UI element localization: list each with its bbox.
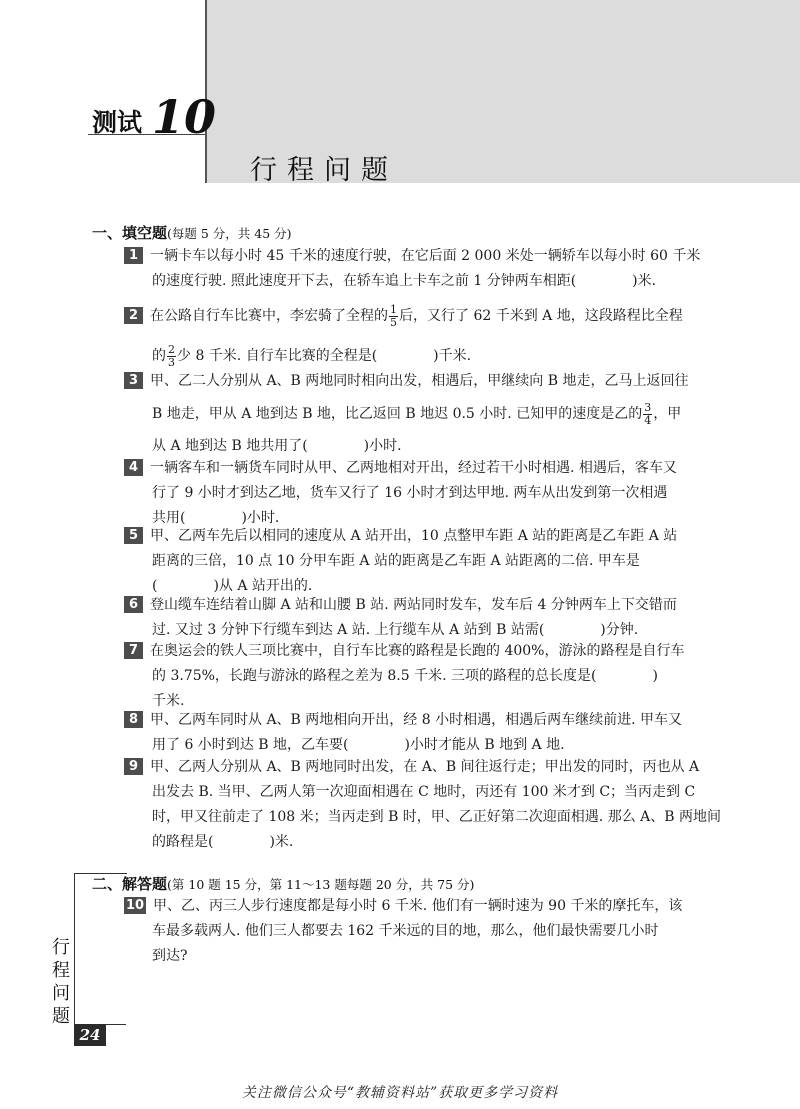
question-text: ( )从 A 站开出的. — [152, 578, 313, 594]
test-number: 10 — [152, 90, 217, 144]
question-text: 在公路自行车比赛中，李宏骑了全程的 — [150, 308, 388, 324]
question-text: 一辆卡车以每小时 45 千米的速度行驶，在它后面 2 000 米处一辆轿车以每小时 60 千米 — [150, 248, 701, 264]
question-text: 一辆客车和一辆货车同时从甲、乙两地相对开出，经过若干小时相遇. 相遇后，客车又 — [150, 460, 677, 476]
question-text: 过. 又过 3 分钟下行缆车到达 A 站. 上行缆车从 A 站到 B 站需( )分钟. — [152, 622, 639, 638]
question-4 — [124, 456, 714, 531]
question-text: 的速度行驶. 照此速度开下去，在轿车追上卡车之前 1 分钟两车相距( )米. — [152, 273, 657, 289]
footer-note: 关注微信公众号“教辅资料站”获取更多学习资料 — [241, 1085, 559, 1101]
question-text: 到达? — [152, 948, 188, 964]
section2-heading — [92, 873, 474, 894]
section1-title: 一、填空题 — [92, 224, 168, 242]
question-number: 1 — [124, 247, 143, 264]
question-text: 甲、乙两车先后以相同的速度从 A 站开出，10 点整甲车距 A 站的距离是乙车距 A 站 — [150, 528, 678, 544]
fraction: $\frac{2}{3}$ — [168, 342, 175, 369]
question-6 — [124, 593, 714, 643]
question-text: 的 3.75%，长跑与游泳的路程之差为 8.5 千米. 三项的路程的总长度是( ) — [152, 668, 658, 684]
test-label: 测试 — [92, 108, 143, 137]
question-number: 8 — [124, 711, 143, 728]
question-text: 千米. — [152, 693, 185, 709]
question-5 — [124, 524, 714, 599]
question-text: 甲、乙两人分别从 A、B 两地同时出发，在 A、B 间往返行走；甲出发的同时，丙也从 A — [150, 759, 700, 775]
question-text: 从 A 地到达 B 地共用了( )小时. — [152, 438, 402, 454]
fraction: $\frac{1}{5}$ — [390, 302, 397, 329]
question-text: 时，甲又往前走了 108 米；当丙走到 B 时，甲、乙正好第二次迎面相遇. 那么 A、B 两地间 — [152, 809, 722, 825]
fraction: $\frac{3}{4}$ — [644, 400, 652, 427]
question-2 — [124, 296, 714, 376]
question-text: 甲、乙二人分别从 A、B 两地同时相向出发，相遇后，甲继续向 B 地走，乙马上返回往 — [150, 373, 689, 389]
question-text: 出发去 B. 当甲、乙两人第一次迎面相遇在 C 地时，丙还有 100 米才到 C；当丙走到 C — [152, 784, 696, 800]
question-text: ，甲 — [653, 406, 682, 422]
question-text: 登山缆车连结着山脚 A 站和山腰 B 站. 两站同时发车，发车后 4 分钟两车上下交错而 — [150, 597, 677, 613]
question-text: 距离的三倍，10 点 10 分甲车距 A 站的距离是乙车距 A 站距离的二倍. 甲车是 — [152, 553, 640, 569]
side-tab-frame — [74, 873, 127, 1024]
question-3 — [124, 369, 714, 459]
question-text: 后，又行了 62 千米到 A 地，这段路程比全程 — [399, 308, 683, 324]
side-chapter-title: 行程问题 — [52, 937, 70, 1027]
question-number: 9 — [124, 758, 143, 775]
question-text: 的 — [152, 348, 166, 364]
chapter-title: 行程问题 — [250, 155, 398, 186]
question-text: 车最多载两人. 他们三人都要去 162 千米远的目的地，那么，他们最快需要几小时 — [152, 923, 659, 939]
section1-heading — [92, 222, 292, 243]
question-number: 2 — [124, 307, 143, 324]
question-1 — [124, 244, 714, 294]
question-7 — [124, 639, 714, 714]
question-text: 在奥运会的铁人三项比赛中，自行车比赛的路程是长跑的 400%，游泳的路程是自行车 — [150, 643, 685, 659]
page-number: 24 — [74, 1024, 106, 1046]
question-number: 6 — [124, 596, 143, 613]
question-text: 的路程是( )米. — [152, 834, 294, 850]
question-number: 4 — [124, 459, 143, 476]
question-number: 10 — [125, 898, 145, 913]
question-text: 少 8 千米. 自行车比赛的全程是( )千米. — [177, 348, 472, 364]
section1-note: (每题 5 分，共 45 分) — [167, 226, 292, 241]
question-10 — [124, 894, 714, 969]
question-text: 甲、乙两车同时从 A、B 两地相向开出，经 8 小时相遇，相遇后两车继续前进. 甲车又 — [150, 712, 683, 728]
section2-note: (第 10 题 15 分，第 11～13 题每题 20 分，共 75 分) — [167, 877, 475, 892]
question-8 — [124, 708, 714, 758]
question-text: 行了 9 小时才到达乙地，货车又行了 16 小时才到达甲地. 两车从出发到第一次相遇 — [152, 485, 668, 501]
question-number: 3 — [124, 372, 143, 389]
question-text: 甲、乙、丙三人步行速度都是每小时 6 千米. 他们有一辆时速为 90 千米的摩托车，该 — [153, 898, 683, 914]
question-text: 共用( )小时. — [152, 510, 280, 526]
question-number: 5 — [124, 527, 143, 544]
question-text: 用了 6 小时到达 B 地，乙车要( )小时才能从 B 地到 A 地. — [152, 737, 565, 753]
question-text: B 地走，甲从 A 地到达 B 地，比乙返回 B 地迟 0.5 小时. 已知甲的速度是乙的 — [152, 406, 643, 422]
section2-title: 二、解答题 — [92, 875, 168, 893]
question-9 — [124, 755, 722, 855]
question-number: 7 — [124, 642, 143, 659]
